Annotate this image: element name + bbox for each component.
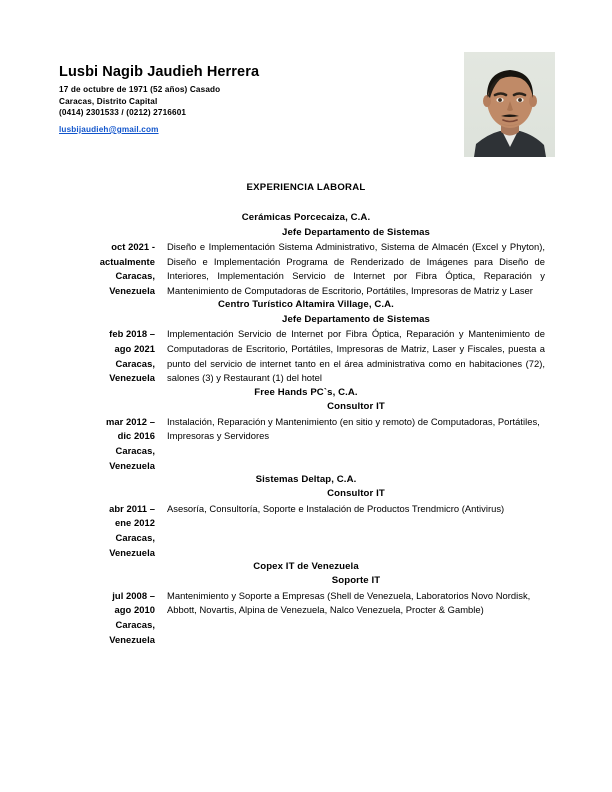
job-date-end: dic 2016 [117,430,155,442]
job-city: Caracas, [115,270,155,282]
job-entry [0,298,612,385]
job-entry [0,211,612,298]
job-description: Implementación Servicio de Internet por Fibra Óptica, Reparación y Mantenimiento de Computadoras de Escritorio, Portátiles, Impresoras de Matriz, Laser y Fiscales, puesta a punto del servicio de internet tanto en el área administrativa como en habitaciones (72), salones (3) y Restaurant (1) del hotel [167,328,545,384]
job-date-end: ene 2012 [114,517,155,529]
job-date-end: ago 2021 [114,342,155,354]
cv-header [0,0,612,170]
location: Caracas, Distrito Capital [59,96,158,106]
job-city: Caracas, [115,531,155,543]
job-country: Venezuela [109,372,155,384]
job-title: Consultor IT [327,488,385,500]
job-company: Centro Turístico Altamira Village, C.A. [218,299,394,311]
job-country: Venezuela [109,546,155,558]
job-description: Asesoría, Consultoría, Soporte e Instalación de Productos Trendmicro (Antivirus) [167,502,505,514]
contact-block [59,64,439,137]
job-meta [0,589,155,647]
job-body [0,502,612,560]
job-body [0,240,612,298]
job-company: Copex IT de Venezuela [253,560,359,572]
job-title: Consultor IT [327,401,385,413]
section-title-experience: EXPERIENCIA LABORAL [246,182,366,193]
job-body [0,589,612,647]
job-description: Mantenimiento y Soporte a Empresas (Shell de Venezuela, Laboratorios Novo Nordisk, Abbott, Novartis, Alpina de Venezuela, Nalco Venezuela, Procter & Gamble) [167,589,531,616]
job-meta [0,327,155,385]
portrait-photo-image [464,52,555,157]
job-city: Caracas, [115,357,155,369]
job-body [0,327,612,385]
job-city: Caracas, [115,618,155,630]
job-date-start: mar 2012 – [106,415,155,427]
job-entry [0,560,612,647]
job-country: Venezuela [109,284,155,296]
job-company: Sistemas Deltap, C.A. [255,473,357,485]
job-date-start: jul 2008 – [112,589,155,601]
job-country: Venezuela [109,459,155,471]
portrait-photo [464,52,555,157]
job-description: Diseño e Implementación Sistema Administrativo, Sistema de Almacén (Excel y Phyton), Diseño e Implementación Programa de Renderizado de Imágenes para Diseño de Interiores, Implementación Servicio de Internet por Fibra Óptica, Reparación y Mantenimiento de Computadoras de Escritorio, Portátiles, Impresoras de Matriz y Laser [167,241,545,296]
candidate-name: Lusbi Nagib Jaudieh Herrera [59,64,260,80]
job-title: Soporte IT [331,575,381,587]
job-meta [0,415,155,473]
job-date-start: oct 2021 - [111,241,155,252]
job-title: Jefe Departamento de Sistemas [282,313,430,325]
job-date-start: feb 2018 – [109,328,155,340]
job-description: Instalación, Reparación y Mantenimiento (en sitio y remoto) de Computadoras, Portátiles, Impresoras y Servidores [167,415,540,442]
job-company: Free Hands PC`s, C.A. [254,386,358,398]
job-title: Jefe Departamento de Sistemas [282,226,430,238]
job-date-end: actualmente [99,255,155,267]
job-date-end: ago 2010 [114,604,155,616]
experience-list [0,211,612,647]
job-company: Cerámicas Porcecaiza, C.A. [241,212,371,223]
birth-date-marital-status: 17 de octubre de 1971 (52 años) Casado [59,85,221,94]
job-entry [0,473,612,560]
job-body [0,415,612,473]
job-country: Venezuela [109,633,155,645]
phone-numbers: (0414) 2301533 / (0212) 2716601 [59,108,187,118]
job-meta [0,502,155,560]
email-link[interactable]: lusbijaudieh@gmail.com [59,124,159,134]
job-city: Caracas, [115,444,155,456]
job-entry [0,386,612,473]
job-date-start: abr 2011 – [109,502,155,514]
job-meta [0,240,155,298]
